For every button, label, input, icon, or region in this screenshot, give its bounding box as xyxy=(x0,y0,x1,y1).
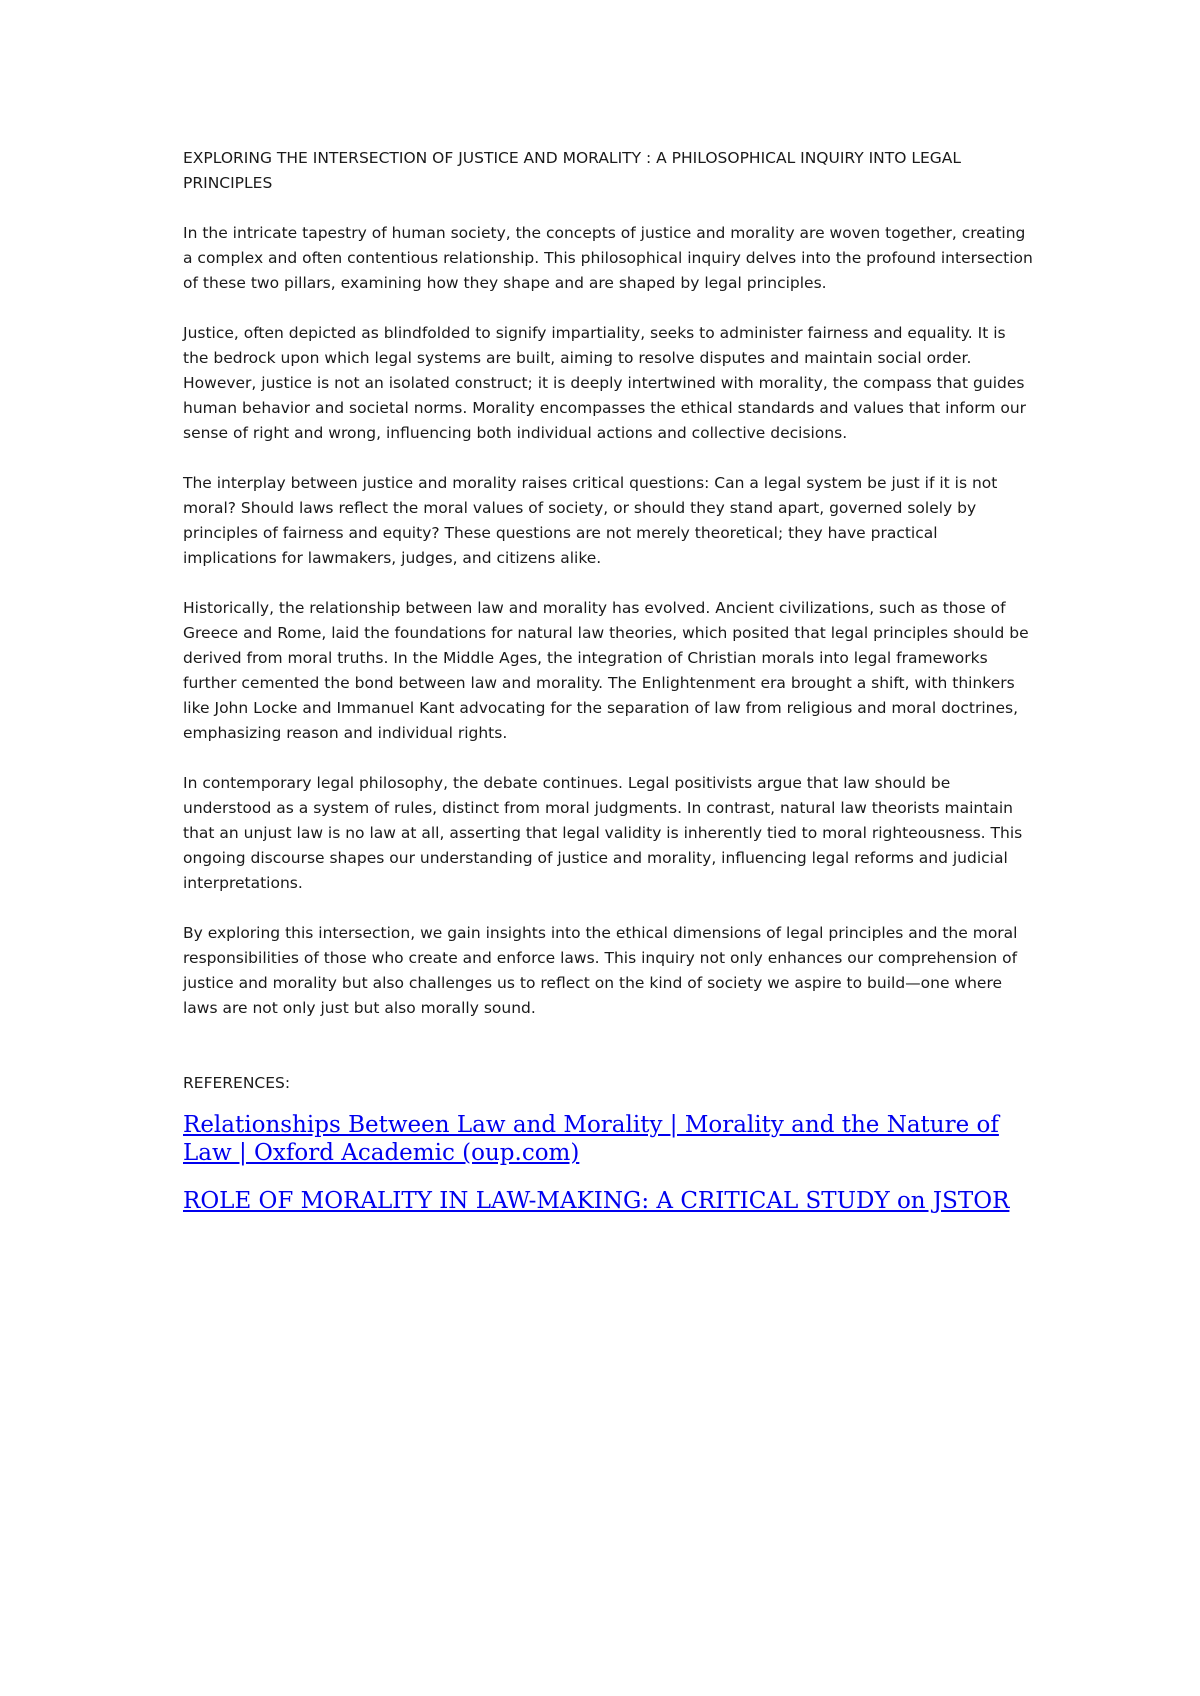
reference-link-oxford[interactable]: Relationships Between Law and Morality | Morality and the Nature of Law | Oxford Academic (oup.com) xyxy=(183,1112,999,1166)
paragraph-history: Historically, the relationship between law and morality has evolved. Ancient civilizations, such as those of Greece and Rome, laid the foundations for natural law theories, which posited that legal principles should be derived from moral truths. In the Middle Ages, the integration of Christian morals into legal frameworks further cemented the bond between law and morality. The Enlightenment era brought a shift, with thinkers like John Locke and Immanuel Kant advocating for the separation of law from religious and moral doctrines, emphasizing reason and individual rights. xyxy=(183,599,1029,742)
paragraph-interplay: The interplay between justice and morality raises critical questions: Can a legal system be just if it is not moral? Should laws reflect the moral values of society, or should they stand apart, governed solely by principles of fairness and equity? These questions are not merely theoretical; they have practical implications for lawmakers, judges, and citizens alike. xyxy=(183,474,998,567)
paragraph-justice: Justice, often depicted as blindfolded to signify impartiality, seeks to administer fairness and equality. It is the bedrock upon which legal systems are built, aiming to resolve disputes and maintain social order. However, justice is not an isolated construct; it is deeply intertwined with morality, the compass that guides human behavior and societal norms. Morality encompasses the ethical standards and values that inform our sense of right and wrong, influencing both individual actions and collective decisions. xyxy=(183,324,1027,442)
paragraph-contemporary: In contemporary legal philosophy, the debate continues. Legal positivists argue that law should be understood as a system of rules, distinct from moral judgments. In contrast, natural law theorists maintain that an unjust law is no law at all, asserting that legal validity is inherently tied to moral righteousness. This ongoing discourse shapes our understanding of justice and morality, influencing legal reforms and judicial interpretations. xyxy=(183,774,1023,892)
document-body xyxy=(183,146,1033,1235)
references-heading: REFERENCES: xyxy=(183,1074,291,1092)
document-title: EXPLORING THE INTERSECTION OF JUSTICE AND MORALITY : A PHILOSOPHICAL INQUIRY INTO LEGAL PRINCIPLES xyxy=(183,149,962,192)
reference-link-jstor[interactable]: ROLE OF MORALITY IN LAW-MAKING: A CRITICAL STUDY on JSTOR xyxy=(183,1188,1010,1214)
paragraph-intro: In the intricate tapestry of human society, the concepts of justice and morality are woven together, creating a complex and often contentious relationship. This philosophical inquiry delves into the profound intersection of these two pillars, examining how they shape and are shaped by legal principles. xyxy=(183,224,1033,292)
paragraph-conclusion: By exploring this intersection, we gain insights into the ethical dimensions of legal principles and the moral responsibilities of those who create and enforce laws. This inquiry not only enhances our comprehension of justice and morality but also challenges us to reflect on the kind of society we aspire to build—one where laws are not only just but also morally sound. xyxy=(183,924,1018,1017)
